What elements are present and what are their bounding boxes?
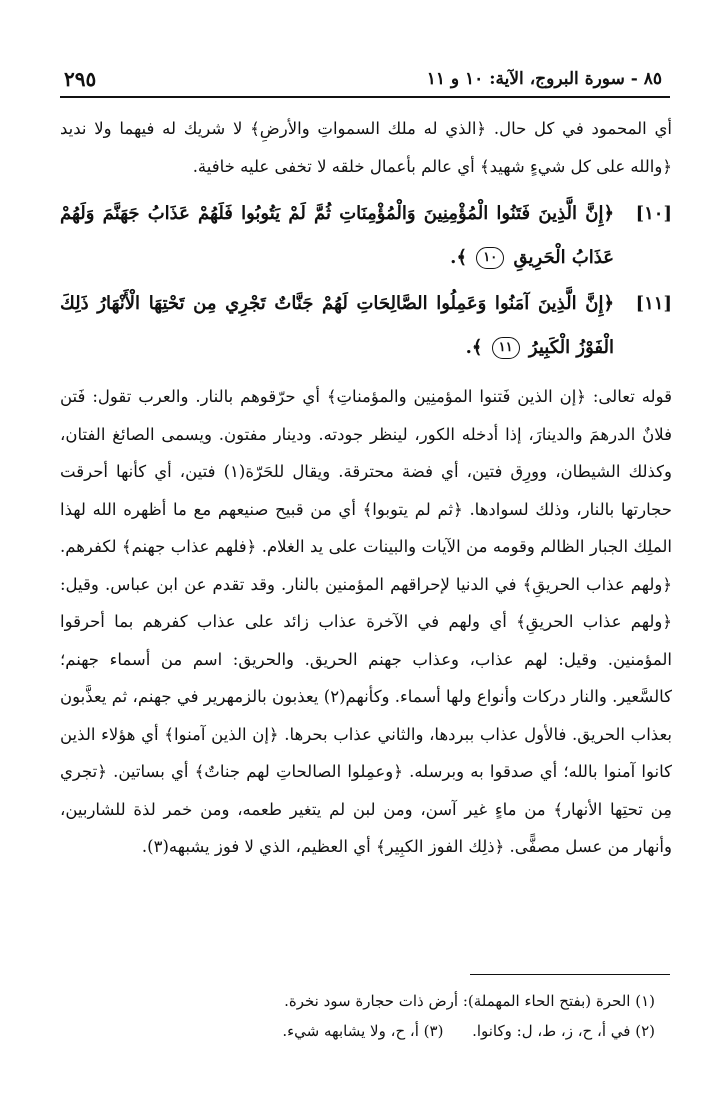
footnote-separator (470, 974, 670, 975)
page-header (60, 66, 670, 98)
verse-10 (60, 192, 672, 280)
page-number: ٢٩٥ (64, 67, 97, 91)
verse-number: [١٠] (635, 203, 672, 224)
running-title: ٨٥ - سورة البروج، الآية: ١٠ و ١١ (426, 69, 662, 89)
intro-text: أي المحمود في كل حال. ﴿الذي له ملك السمواتِ والأرضِ﴾ لا شريك له فيهما ولا نديد ﴿والله على كل شيءٍ شهيد﴾ أي عالم بأعمال خلقه لا تخفى عليه خافية. (60, 119, 672, 176)
verse-text: ﴿إِنَّ الَّذِينَ آمَنُوا وَعَمِلُوا الصَّالِحَاتِ لَهُمْ جَنَّاتٌ تَجْرِي مِن تَحْتِهَا الْأَنْهَارُ ذَلِكَ الْفَوْزُ الْكَبِيرُ (60, 293, 614, 358)
commentary-text: قوله تعالى: ﴿إن الذين فَتنوا المؤمنِين والمؤمناتِ﴾ أي حرّقوهم بالنار. والعرب تقول: فَتن فلانٌ الدرهمَ والدينارَ، إذا أدخله الكور، لينظر جودته. ودينار مفتون. ويسمى الصائغ الفتان، وكذلك الشيطان، وورِق فتين، أي فضة محترقة. ويقال للحَرّة(١) فتين، أي كأنها أحرقت حجارتها بالنار، وذلك لسوادها. ﴿ثم لم يتوبوا﴾ أي من قبيح صنيعهم مع ما أظهره الله لهذا الملِك الجبار الظالم وقومه من الآيات والبينات على يد الغلام. ﴿فلهم عذاب جهنم﴾ لكفرهم. ﴿ولهم عذاب الحريقِ﴾ في الدنيا لإحراقهم المؤمنين بالنار. وقد تقدم عن ابن عباس. وقيل: ﴿ولهم عذاب الحريقِ﴾ أي ولهم في الآخرة عذاب زائد على عذاب كفرهم بما أحرقوا المؤمنين. وقيل: لهم عذاب، وعذاب جهنم الحريق. والحريق: اسم من أسماء جهنم؛ كالسَّعير. والنار دركات وأنواع ولها أسماء. وكأنهم(٢) يعذبون بالزمهرير في جهنم، ثم يعذَّبون بعذاب الحريق. فالأول عذاب ببردها، والثاني عذاب بحرها. ﴿إن الذين آمنوا﴾ أي هؤلاء الذين كانوا آمنوا بالله؛ أي صدقوا به وبرسله. ﴿وعمِلوا الصالحاتِ لهم جناتٌ﴾ أي بساتين. ﴿تجري مِن تحتِها الأنهار﴾ من ماءٍ غير آسن، ومن لبن لم يتغير طعمه، ومن خمر لذة للشاربين، وأنهار من عسل مصفًّى. ﴿ذلِك الفوز الكبِير﴾ أي العظيم، الذي لا فوز يشبهه(٣). (60, 387, 672, 856)
footnote-2: (٢) في أ، ح، ز، ط، ل: وكانوا. (٣) أ، ح، ولا يشابهه شيء. (282, 1022, 655, 1040)
footnotes (60, 986, 655, 1046)
verse-closing: ﴾. (465, 337, 483, 358)
intro-paragraph (60, 110, 672, 186)
verse-closing: ﴾. (450, 247, 467, 268)
verses-block (60, 192, 672, 372)
ayah-marker: ١١ (492, 337, 520, 359)
verse-number: [١١] (635, 293, 672, 314)
verse-text: ﴿إِنَّ الَّذِينَ فَتَنُوا الْمُؤْمِنِينَ وَالْمُؤْمِنَاتِ ثُمَّ لَمْ يَتُوبُوا فَلَهُمْ عَذَابُ جَهَنَّمَ وَلَهُمْ عَذَابُ الْحَرِيقِ (60, 203, 614, 268)
verse-11 (60, 282, 672, 370)
footnote-1: (١) الحرة (بفتح الحاء المهملة): أرض ذات حجارة سود نخرة. (284, 992, 655, 1010)
ayah-marker: ١٠ (476, 247, 504, 269)
commentary-section (60, 378, 672, 866)
